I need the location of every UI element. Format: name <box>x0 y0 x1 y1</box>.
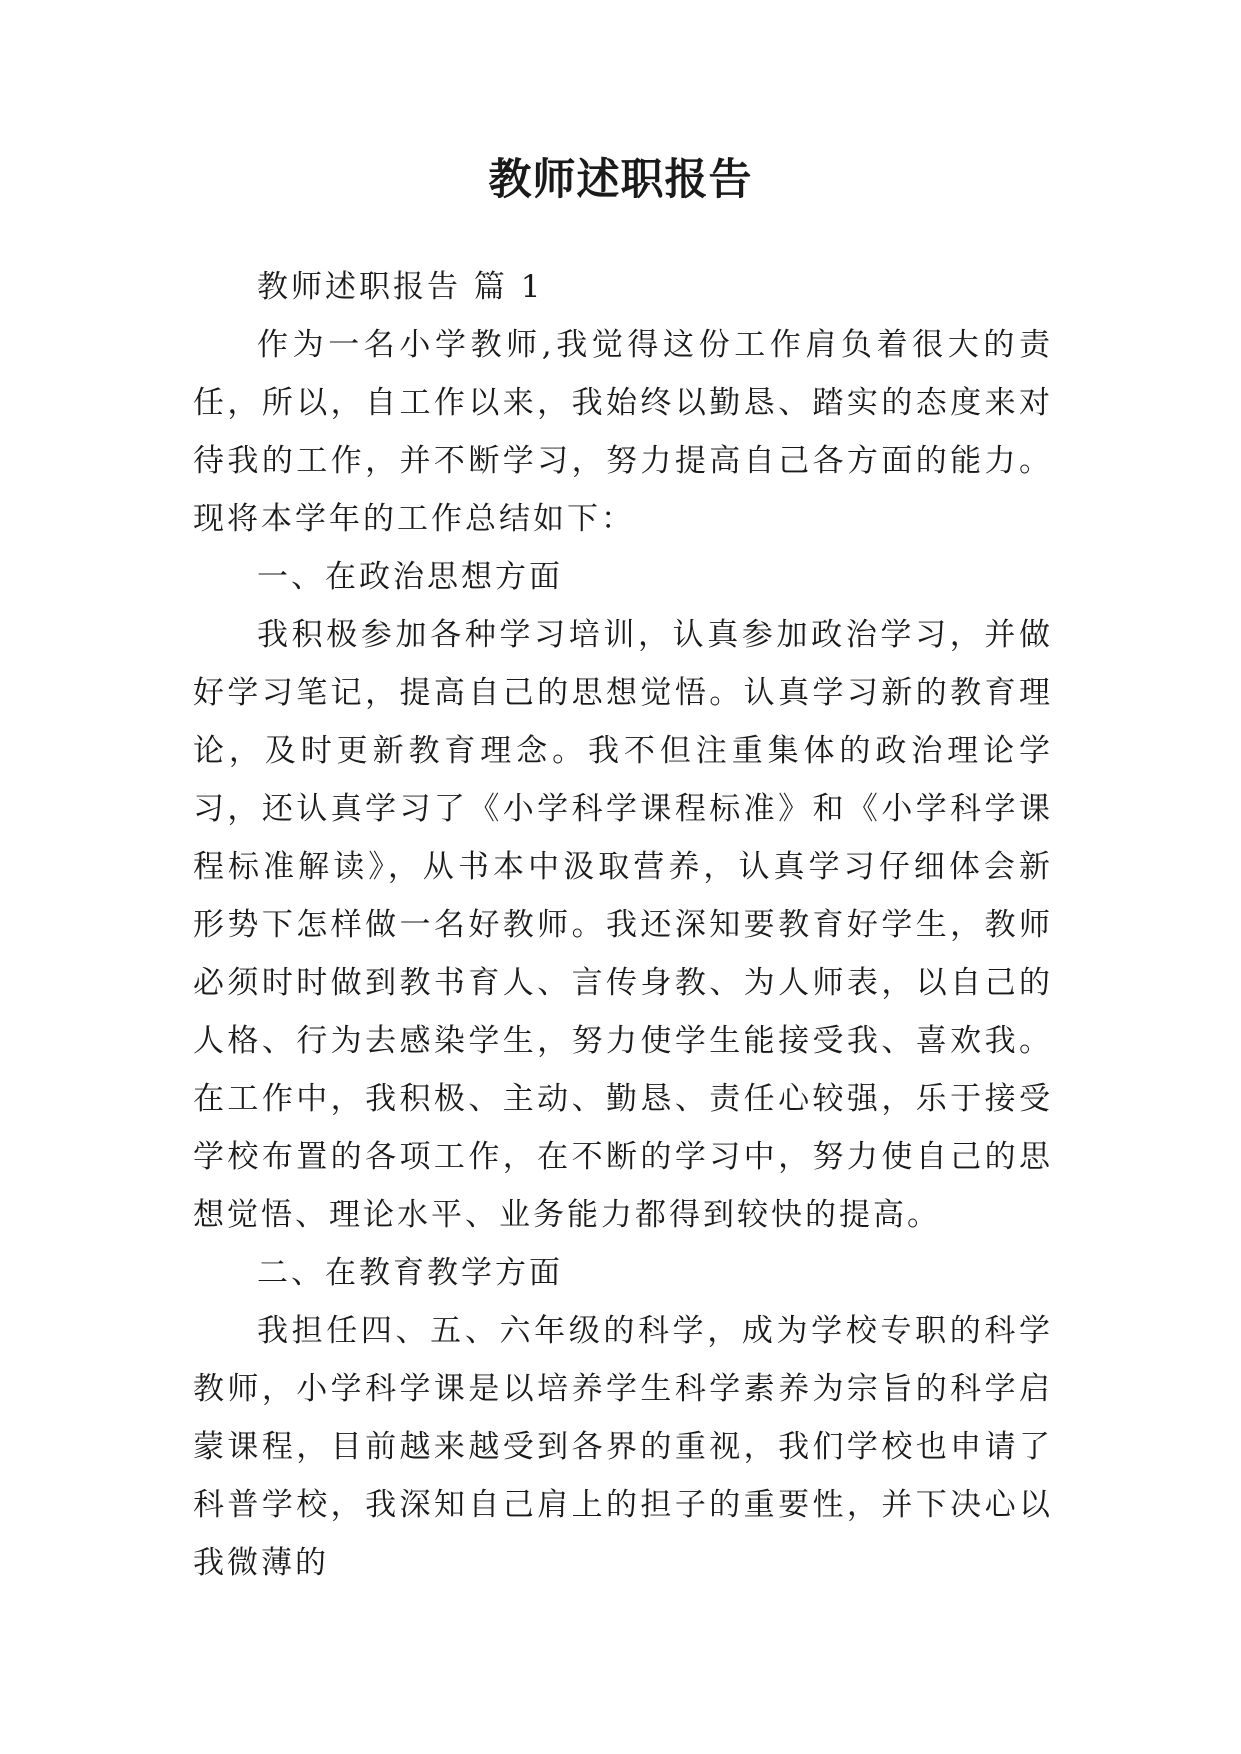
paragraph-teaching: 我担任四、五、六年级的科学，成为学校专职的科学教师，小学科学课是以培养学生科学素养为宗旨的科学启蒙课程，目前越来越受到各界的重视，我们学校也申请了科普学校，我深知自己肩上的担子的重要性，并下决心以我微薄的 <box>193 1313 1053 1581</box>
paragraph-political: 我积极参加各种学习培训，认真参加政治学习，并做好学习笔记，提高自己的思想觉悟。认真学习新的教育理论，及时更新教育理念。我不但注重集体的政治理论学习，还认真学习了《小学科学课程标准》和《小学科学课程标准解读》，从书本中汲取营养，认真学习仔细体会新形势下怎样做一名好教师。我还深知要教育好学生，教师必须时时做到教书育人、言传身教、为人师表，以自己的人格、行为去感染学生，努力使学生能接受我、喜欢我。在工作中，我积极、主动、勤恳、责任心较强，乐于接受学校布置的各项工作，在不断的学习中，努力使自己的思想觉悟、理论水平、业务能力都得到较快的提高。 <box>193 617 1053 1233</box>
document-title: 教师述职报告 <box>488 155 753 205</box>
section-heading: 教师述职报告 篇 1 <box>257 269 544 305</box>
heading-teaching: 二、在教育教学方面 <box>257 1255 563 1291</box>
document-body <box>193 258 1053 1592</box>
heading-political: 一、在政治思想方面 <box>257 559 563 595</box>
paragraph-intro: 作为一名小学教师,我觉得这份工作肩负着很大的责任，所以，自工作以来，我始终以勤恳、踏实的态度来对待我的工作，并不断学习，努力提高自己各方面的能力。现将本学年的工作总结如下： <box>193 327 1053 537</box>
